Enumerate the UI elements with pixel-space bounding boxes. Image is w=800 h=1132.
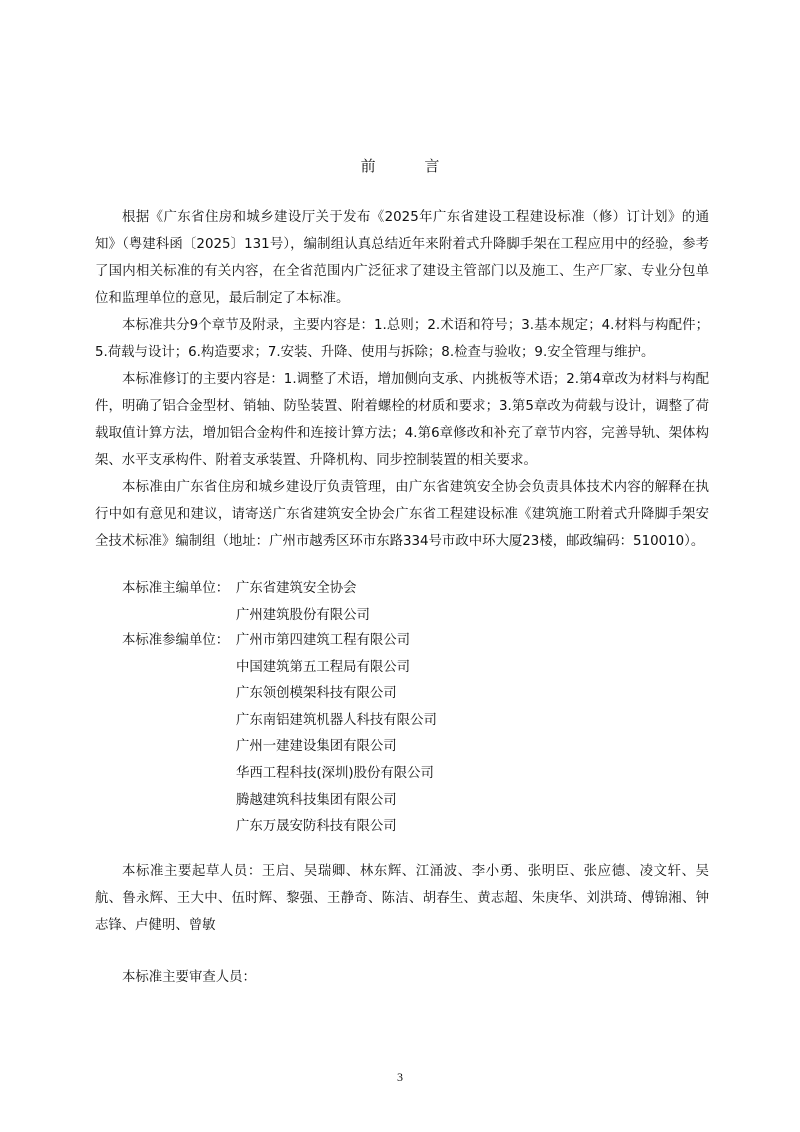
preface-paragraph-revisions: 本标准修订的主要内容是：1.调整了术语，增加侧向支承、内挑板等术语；2.第4章改为材料与构配件，明确了铝合金型材、销轴、防坠装置、附着螺栓的材质和要求；3.第5章改为荷载与设计，调整了荷载取值计算方法，增加铝合金构件和连接计算方法；4.第6章修改和补充了章节内容，完善导轨、架体构架、水平支承构件、附着支承装置、升降机构、同步控制装置的相关要求。 <box>95 372 709 468</box>
preface-paragraph-management: 本标准由广东省住房和城乡建设厅负责管理，由广东省建筑安全协会负责具体技术内容的解释在执行中如有意见和建议，请寄送广东省建筑安全协会广东省工程建设标准《建筑施工附着式升降脚手架安全技术标准》编制组（地址：广州市越秀区环市东路334号市政中环大厦23楼，邮政编码：510010）。 <box>95 480 709 549</box>
participating-unit-item: 腾越建筑科技集团有限公司 <box>236 792 397 808</box>
participating-units-label-row <box>122 628 229 655</box>
reviewers-label: 本标准主要审查人员： <box>122 970 256 985</box>
participating-unit-item: 广东万晟安防科技有限公司 <box>236 819 397 835</box>
chief-units-label: 本标准主编单位： <box>122 581 230 596</box>
participating-unit-item: 广东南铝建筑机器人科技有限公司 <box>236 712 437 728</box>
participating-unit-item: 广州一建建设集团有限公司 <box>236 739 397 755</box>
drafters-paragraph: 本标准主要起草人员：王启、吴瑞卿、林东辉、江涌波、李小勇、张明臣、张应德、凌文轩、吴航、鲁永辉、王大中、伍时辉、黎强、王静奇、陈洁、胡春生、黄志超、朱庚华、刘洪琦、傅锦湘、钟志锋、卢健明、曾敏 <box>95 864 709 933</box>
participating-units-list <box>236 628 437 841</box>
preface-body <box>95 204 709 555</box>
participating-units-label: 本标准参编单位： <box>122 633 230 648</box>
chief-unit-item: 广东省建筑安全协会 <box>236 581 357 596</box>
participating-unit-item: 广东领创模架科技有限公司 <box>236 686 397 702</box>
preface-paragraph-contents: 本标准共分9个章节及附录，主要内容是：1.总则；2.术语和符号；3.基本规定；4.材料与构配件；5.荷载与设计；6.构造要求；7.安装、升降、使用与拆除；8.检查与验收；9.安全管理与维护。 <box>95 318 709 360</box>
preface-paragraph-basis: 根据《广东省住房和城乡建设厅关于发布《2025年广东省建设工程建设标准（修）订计划》的通知》（粤建科函〔2025〕131号），编制组认真总结近年来附着式升降脚手架在工程应用中的经验，参考了国内相关标准的有关内容，在全省范围内广泛征求了建设主管部门以及施工、生产厂家、专业分包单位和监理单位的意见，最后制定了本标准。 <box>95 210 709 306</box>
page-title: 前 言 <box>360 157 462 175</box>
reviewers-section <box>95 964 709 991</box>
chief-unit-item: 广州建筑股份有限公司 <box>236 607 370 623</box>
page-number: 3 <box>397 1070 403 1084</box>
participating-unit-item: 广州市第四建筑工程有限公司 <box>236 633 411 648</box>
participating-unit-item: 中国建筑第五工程局有限公司 <box>236 659 411 675</box>
chief-units-list <box>236 576 370 629</box>
participating-unit-item: 华西工程科技(深圳)股份有限公司 <box>236 765 434 781</box>
chief-units-label-row <box>122 576 229 603</box>
drafters-section <box>95 858 709 939</box>
